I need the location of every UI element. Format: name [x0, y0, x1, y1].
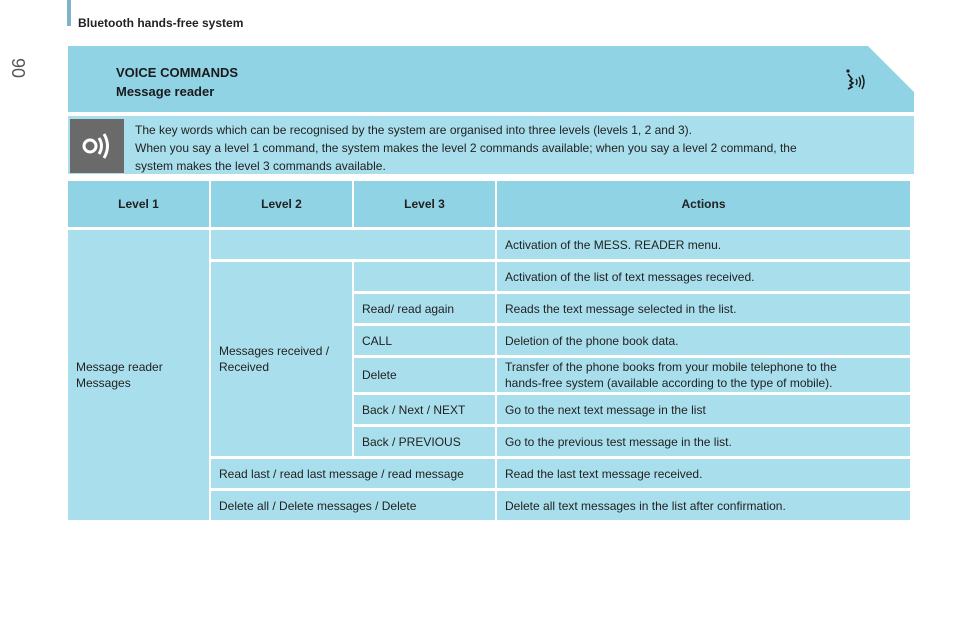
empty-cell: [211, 230, 495, 259]
running-head: Bluetooth hands-free system: [78, 16, 244, 30]
intro-line: system makes the level 3 commands available.: [135, 159, 386, 173]
action-cell: Deletion of the phone book data.: [497, 326, 910, 355]
table-header-row: [68, 181, 910, 227]
intro-line: The key words which can be recognised by the system are organised into three levels (levels 1, 2 and 3).: [135, 123, 692, 137]
action-cell: Read the last text message received.: [497, 459, 910, 488]
level1-line: Messages: [76, 376, 131, 390]
section-subtitle: Message reader: [116, 84, 215, 99]
intro-icon-box: [70, 119, 124, 173]
intro-line: When you say a level 1 command, the system makes the level 2 commands available; when you say a level 2 command, the: [135, 141, 797, 155]
section-title: VOICE COMMANDS: [116, 65, 239, 80]
level2-cell: Delete all / Delete messages / Delete: [211, 491, 495, 520]
action-cell: [497, 358, 910, 392]
level2-line: Messages received /: [219, 344, 330, 358]
margin-bar: [67, 0, 71, 26]
action-cell: Go to the next text message in the list: [497, 395, 910, 424]
action-cell: Activation of the list of text messages received.: [497, 262, 910, 291]
level3-cell: CALL: [354, 326, 495, 355]
page-number: 90: [8, 58, 28, 79]
column-header-level-1: Level 1: [68, 181, 209, 227]
level1-line: Message reader: [76, 360, 163, 374]
column-header-level-3: Level 3: [354, 181, 495, 227]
action-line: hands-free system (available according to the type of mobile).: [505, 376, 833, 390]
table-row: [68, 230, 910, 259]
voice-recognition-icon: [70, 119, 124, 173]
level3-cell: Back / PREVIOUS: [354, 427, 495, 456]
level1-cell: [68, 230, 209, 520]
action-cell: Reads the text message selected in the list.: [497, 294, 910, 323]
action-cell: Go to the previous test message in the list.: [497, 427, 910, 456]
level3-cell: Read/ read again: [354, 294, 495, 323]
action-cell: Delete all text messages in the list after confirmation.: [497, 491, 910, 520]
level2-cell: Read last / read last message / read message: [211, 459, 495, 488]
level3-cell: Delete: [354, 358, 495, 392]
column-header-actions: Actions: [497, 181, 910, 227]
level3-cell: Back / Next / NEXT: [354, 395, 495, 424]
action-line: Transfer of the phone books from your mobile telephone to the: [505, 360, 837, 374]
voice-command-icon: [842, 68, 868, 94]
action-cell: Activation of the MESS. READER menu.: [497, 230, 910, 259]
level2-line: Received: [219, 360, 270, 374]
column-header-level-2: Level 2: [211, 181, 352, 227]
empty-cell: [354, 262, 495, 291]
intro-text: [135, 121, 905, 175]
level2-messages-cell: [211, 262, 352, 456]
voice-commands-table: [66, 178, 912, 523]
